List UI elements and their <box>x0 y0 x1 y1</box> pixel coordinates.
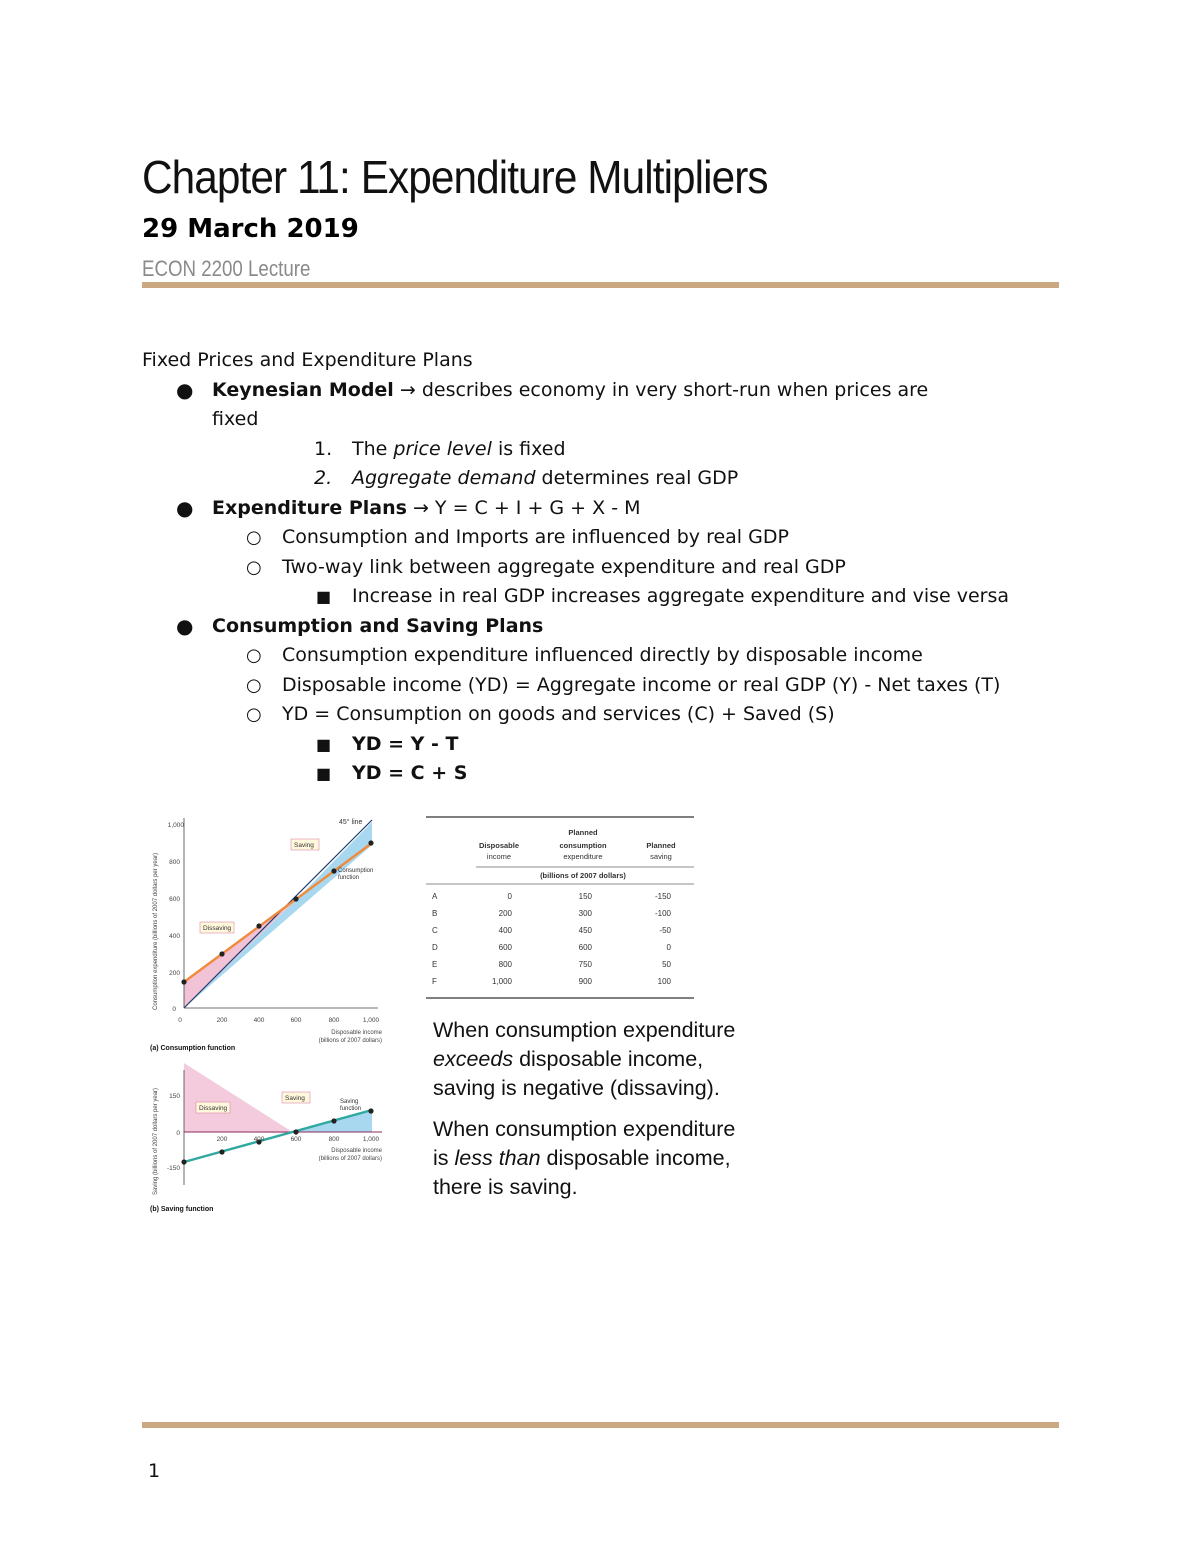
item-text: determines real GDP <box>535 467 739 489</box>
x-tick: 1,000 <box>362 1017 380 1024</box>
page-number: 1 <box>148 1460 161 1482</box>
expenditure-label: Expenditure Plans <box>212 496 407 519</box>
y-tick: 800 <box>169 859 180 866</box>
sub-sub-item-text: Increase in real GDP increases aggregate expenditure and vise versa <box>352 585 1010 607</box>
explanation-text: disposable income, <box>540 1146 731 1170</box>
table-cell-saving: 50 <box>662 960 671 969</box>
item-emphasis: Aggregate demand <box>352 467 536 489</box>
sub-item-text: Disposable income (YD) = Aggregate income or real GDP (Y) - Net taxes (T) <box>282 673 1001 696</box>
sub-sub-item <box>142 759 1062 789</box>
y-tick: 600 <box>169 896 180 903</box>
explanation-text: is <box>433 1146 455 1170</box>
sub-item-text: Consumption and Imports are influenced by real GDP <box>282 526 789 548</box>
item-number: 2. <box>314 467 333 489</box>
table-cell-income: 200 <box>498 909 512 918</box>
consumption-function-chart <box>150 818 383 1052</box>
table-cell-income: 800 <box>498 960 512 969</box>
table-cell-saving: 100 <box>657 977 671 986</box>
sub-item <box>142 700 1062 730</box>
x-tick: 400 <box>253 1136 265 1143</box>
y-tick: 1,000 <box>167 822 184 829</box>
figure-caption: (b) Saving function <box>150 1206 214 1213</box>
explanation-text: When consumption expenditure <box>433 1018 736 1042</box>
table-row <box>432 909 672 918</box>
dissaving-area <box>184 1063 294 1133</box>
table-cell-income: 1,000 <box>491 977 512 986</box>
explanation-saving <box>433 1115 735 1202</box>
point-b <box>219 951 224 956</box>
numbered-item <box>142 435 1062 465</box>
bullet-square: ■ <box>316 587 332 606</box>
table-row <box>432 977 672 986</box>
table-cell-consumption: 450 <box>578 926 592 935</box>
list-item-consumption <box>142 612 1062 642</box>
point-f <box>368 840 373 845</box>
explanation-text: there is saving. <box>433 1175 578 1199</box>
keynesian-text: → describes economy in very short-run when prices are <box>393 378 929 401</box>
item-text: is fixed <box>491 437 566 460</box>
col-head: Disposable <box>478 841 520 850</box>
x-tick: 1,000 <box>362 1136 380 1143</box>
sub-item-text: Consumption expenditure influenced directly by disposable income <box>282 644 923 666</box>
x-tick: 200 <box>216 1136 228 1143</box>
table-cell-income: 400 <box>498 926 512 935</box>
table-cell-income: 0 <box>507 892 512 901</box>
table-cell-saving: -50 <box>659 926 671 935</box>
point-a <box>181 1159 186 1164</box>
list-item-keynesian <box>142 376 1062 406</box>
figure-explanation <box>433 1016 735 1214</box>
x-axis-label: Disposable income <box>331 1148 382 1154</box>
y-tick: 200 <box>169 970 180 977</box>
table-cell-saving: -100 <box>654 909 671 918</box>
bullet-circle: ○ <box>246 556 262 578</box>
section-title: Fixed Prices and Expenditure Plans <box>142 349 473 371</box>
point-f <box>368 1108 373 1113</box>
consumption-saving-table <box>426 815 696 1005</box>
col-head: Planned <box>568 828 598 837</box>
y-tick: 0 <box>176 1130 180 1137</box>
bullet-disc: ● <box>176 377 194 402</box>
col-head: income <box>486 852 512 861</box>
bullet-disc: ● <box>176 495 194 520</box>
explanation-dissaving <box>433 1016 735 1103</box>
sub-item <box>142 523 1062 553</box>
equation: YD = C + S <box>352 762 468 784</box>
bullet-square: ■ <box>316 734 332 754</box>
table-units: (billions of 2007 dollars) <box>540 871 626 880</box>
sub-item <box>142 671 1062 701</box>
sub-sub-item <box>142 582 1062 612</box>
point-d <box>293 1129 298 1134</box>
consumption-label: Consumption and Saving Plans <box>212 614 544 637</box>
item-number: 1. <box>314 437 333 460</box>
table-row <box>432 892 672 901</box>
table-cell-consumption: 750 <box>578 960 592 969</box>
consumption-line <box>184 843 372 982</box>
keynesian-text-cont: fixed <box>212 408 259 430</box>
table-cell-consumption: 300 <box>578 909 592 918</box>
saving-label: Saving <box>285 1095 305 1102</box>
item-text: The <box>352 437 394 460</box>
col-head: consumption <box>559 841 607 850</box>
sf-label: function <box>340 1106 362 1112</box>
table-cell-consumption: 900 <box>578 977 592 986</box>
point-d <box>293 896 298 901</box>
col-head: Planned <box>646 841 676 850</box>
sub-item <box>142 553 1062 583</box>
lecture-date: 29 March 2019 <box>142 214 359 244</box>
header-divider <box>142 282 1059 288</box>
x-tick: 0 <box>178 1017 182 1024</box>
table-cell-label: E <box>432 960 438 969</box>
footer-divider <box>142 1422 1059 1428</box>
x-axis-label: (billions of 2007 dollars) <box>318 1156 382 1162</box>
line-45-degree <box>184 820 372 1008</box>
consumption-saving-figure <box>146 800 396 1220</box>
item-emphasis: price level <box>393 437 492 460</box>
dissaving-label: Dissaving <box>203 925 232 932</box>
table-row <box>432 943 672 952</box>
list-item-expenditure <box>142 494 1062 524</box>
y-axis-label: Saving (billions of 2007 dollars per year) <box>153 1087 159 1195</box>
figure-caption: (a) Consumption function <box>150 1045 236 1052</box>
x-tick: 200 <box>216 1017 228 1024</box>
table-cell-saving: 0 <box>666 943 671 952</box>
lecture-notes <box>142 346 1062 789</box>
y-axis-label: Consumption expenditure (billions of 2007 dollars per year) <box>153 852 159 1010</box>
col-head: saving <box>650 852 672 861</box>
sub-item-text: Two-way link between aggregate expenditure and real GDP <box>282 555 846 578</box>
explanation-text: disposable income, <box>513 1047 704 1071</box>
bullet-circle: ○ <box>246 704 262 725</box>
table-cell-consumption: 600 <box>578 943 592 952</box>
table-cell-label: B <box>432 909 438 918</box>
bullet-circle: ○ <box>246 527 262 548</box>
dissaving-label: Dissaving <box>199 1105 228 1112</box>
table-cell-saving: -150 <box>654 892 671 901</box>
course-name: ECON 2200 Lecture <box>142 256 311 281</box>
y-tick: 400 <box>169 933 180 940</box>
explanation-text: When consumption expenditure <box>433 1117 736 1141</box>
keynesian-label: Keynesian Model <box>212 378 394 401</box>
page-title: Chapter 11: Expenditure Multipliers <box>142 151 768 203</box>
y-tick: 0 <box>172 1006 176 1013</box>
x-axis-label: (billions of 2007 dollars) <box>318 1038 382 1044</box>
table-row <box>432 926 672 935</box>
table-cell-income: 600 <box>498 943 512 952</box>
numbered-item <box>142 464 1062 494</box>
col-head: expenditure <box>563 852 603 861</box>
saving-function-chart <box>150 1063 383 1213</box>
saving-label: Saving <box>294 842 314 849</box>
y-tick: 150 <box>169 1093 180 1100</box>
sub-sub-item <box>142 730 1062 760</box>
table-cell-consumption: 150 <box>578 892 592 901</box>
bullet-circle: ○ <box>246 674 262 696</box>
point-c <box>256 923 261 928</box>
point-e <box>331 1118 336 1123</box>
point-b <box>219 1149 224 1154</box>
x-tick: 800 <box>328 1017 340 1024</box>
sub-item-text: YD = Consumption on goods and services (C) + Saved (S) <box>282 703 835 725</box>
table-cell-label: D <box>432 943 438 952</box>
cf-label: Consumption <box>338 868 374 874</box>
x-axis-label: Disposable income <box>331 1030 382 1036</box>
x-tick: 400 <box>253 1017 265 1024</box>
y-tick: -150 <box>166 1165 180 1172</box>
x-tick: 600 <box>290 1017 302 1024</box>
sf-label: Saving <box>340 1099 359 1105</box>
line-45-label: 45° line <box>339 819 363 826</box>
table-cell-label: A <box>432 892 438 901</box>
explanation-emphasis: less than <box>454 1146 541 1170</box>
x-tick: 800 <box>328 1136 340 1143</box>
equation: YD = Y - T <box>352 732 459 755</box>
table-cell-label: F <box>432 977 437 986</box>
expenditure-text: → Y = C + I + G + X - M <box>406 496 641 519</box>
explanation-text: saving is negative (dissaving). <box>433 1076 720 1100</box>
table-cell-label: C <box>432 926 438 935</box>
table-row <box>432 960 672 969</box>
cf-label: function <box>338 875 360 881</box>
bullet-square: ■ <box>316 764 332 783</box>
sub-item <box>142 641 1062 671</box>
bullet-disc: ● <box>176 613 194 638</box>
point-e <box>331 868 336 873</box>
point-a <box>181 979 186 984</box>
explanation-emphasis: exceeds <box>433 1047 514 1071</box>
bullet-circle: ○ <box>246 645 262 666</box>
x-tick: 600 <box>290 1136 302 1143</box>
